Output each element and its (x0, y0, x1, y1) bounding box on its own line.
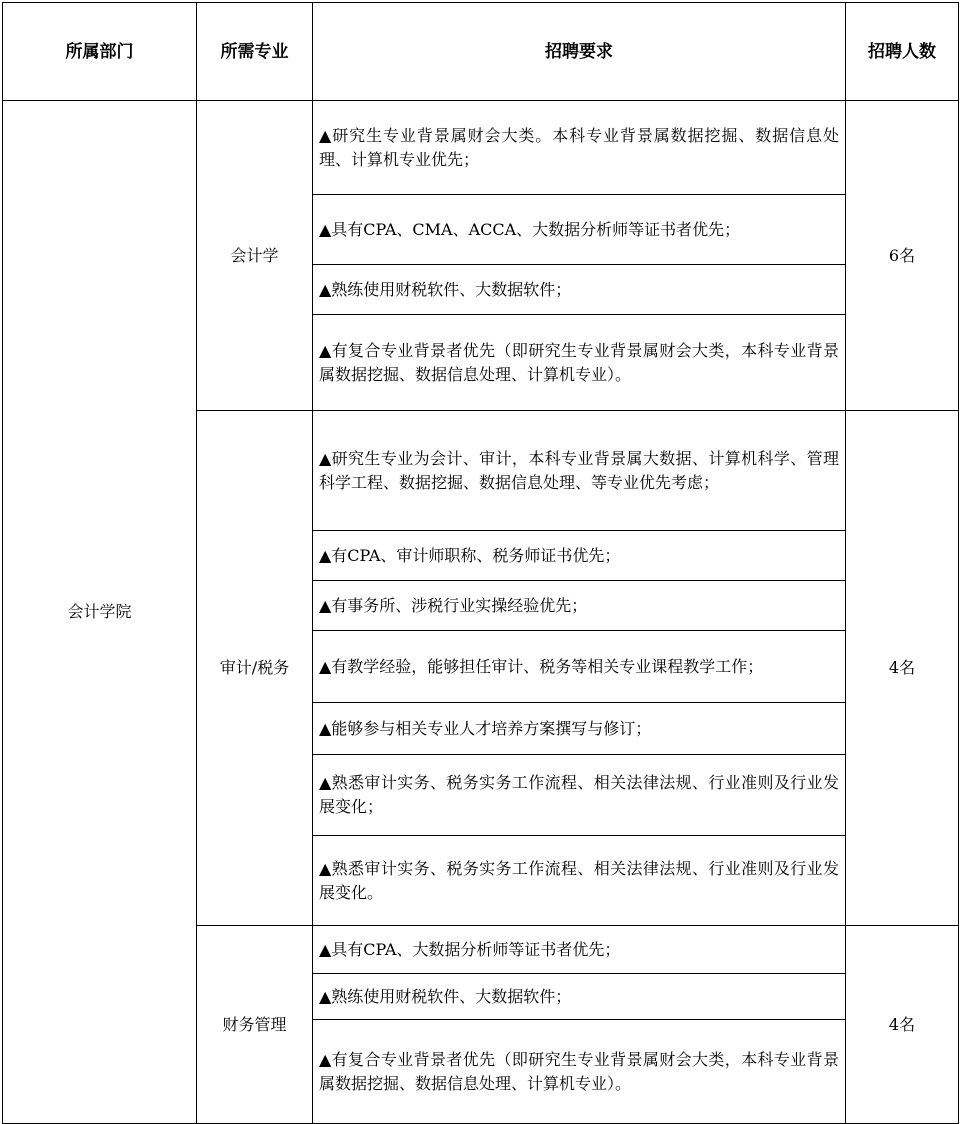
major-cell: 审计/税务 (197, 411, 313, 926)
requirement-item: ▲有CPA、审计师职称、税务师证书优先； (313, 531, 846, 581)
recruitment-table-container (2, 2, 959, 1124)
major-cell: 财务管理 (197, 926, 313, 1124)
requirement-item: ▲有复合专业背景者优先（即研究生专业背景属财会大类，本科专业背景属数据挖掘、数据信息处理、计算机专业）。 (313, 315, 846, 411)
department-cell: 会计学院 (3, 101, 197, 1124)
requirement-item: ▲熟练使用财税软件、大数据软件； (313, 265, 846, 315)
requirement-item: ▲有事务所、涉税行业实操经验优先； (313, 581, 846, 631)
requirement-item: ▲有教学经验，能够担任审计、税务等相关专业课程教学工作； (313, 631, 846, 703)
major-cell: 会计学 (197, 101, 313, 411)
header-department: 所属部门 (3, 3, 197, 101)
requirement-item: ▲研究生专业为会计、审计，本科专业背景属大数据、计算机科学、管理科学工程、数据挖掘、数据信息处理、等专业优先考虑； (313, 411, 846, 531)
count-cell: 6名 (846, 101, 959, 411)
requirement-item: ▲有复合专业背景者优先（即研究生专业背景属财会大类，本科专业背景属数据挖掘、数据信息处理、计算机专业）。 (313, 1020, 846, 1124)
header-requirements: 招聘要求 (313, 3, 846, 101)
recruitment-table (2, 2, 959, 1124)
table-row (3, 101, 959, 195)
requirement-item: ▲熟悉审计实务、税务实务工作流程、相关法律法规、行业准则及行业发展变化； (313, 755, 846, 836)
requirement-item: ▲具有CPA、大数据分析师等证书者优先； (313, 926, 846, 974)
requirement-item: ▲能够参与相关专业人才培养方案撰写与修订； (313, 703, 846, 755)
requirement-item: ▲具有CPA、CMA、ACCA、大数据分析师等证书者优先； (313, 195, 846, 265)
requirement-item: ▲熟悉审计实务、税务实务工作流程、相关法律法规、行业准则及行业发展变化。 (313, 836, 846, 926)
header-count: 招聘人数 (846, 3, 959, 101)
requirement-item: ▲研究生专业背景属财会大类。本科专业背景属数据挖掘、数据信息处理、计算机专业优先； (313, 101, 846, 195)
count-cell: 4名 (846, 926, 959, 1124)
header-major: 所需专业 (197, 3, 313, 101)
header-row (3, 3, 959, 101)
count-cell: 4名 (846, 411, 959, 926)
requirement-item: ▲熟练使用财税软件、大数据软件； (313, 974, 846, 1020)
